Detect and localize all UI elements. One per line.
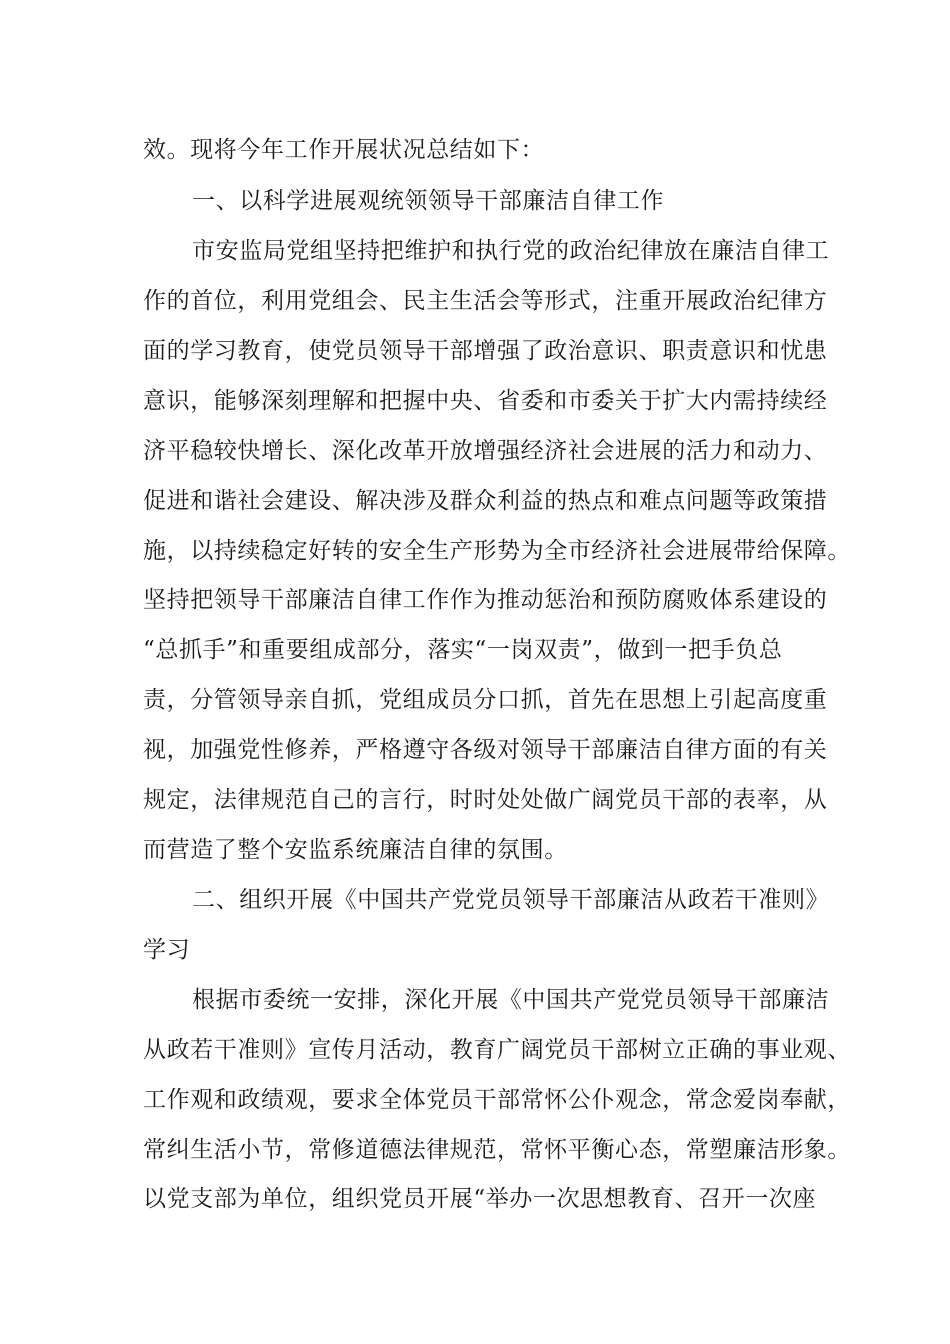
paragraph-line: 面的学习教育，使党员领导干部增强了政治意识、职责意识和忧患 (143, 338, 828, 364)
section-heading-2-continuation: 学习 (143, 937, 191, 963)
paragraph-line: 以党支部为单位，组织党员开展“举办一次思想教育、召开一次座 (143, 1186, 817, 1212)
paragraph-line: 责，分管领导亲自抓，党组成员分口抓，首先在思想上引起高度重 (143, 687, 828, 713)
paragraph-line: 从政若干准则》宣传月活动，教育广阔党员干部树立正确的事业观、 (143, 1037, 851, 1063)
paragraph-line: 常纠生活小节，常修道德法律规范，常怀平衡心态，常塑廉洁形象。 (143, 1137, 851, 1163)
paragraph-line: 而营造了整个安监系统廉洁自律的氛围。 (143, 837, 568, 863)
paragraph-line: 视，加强党性修养，严格遵守各级对领导干部廉洁自律方面的有关 (143, 737, 828, 763)
paragraph-line: 效。现将今年工作开展状况总结如下： (143, 137, 545, 163)
paragraph-line: 施，以持续稳定好转的安全生产形势为全市经济社会进展带给保障。 (143, 538, 851, 564)
paragraph-line: 规定，法律规范自己的言行，时时处处做广阔党员干部的表率，从 (143, 787, 828, 813)
paragraph-line: 市安监局党组坚持把维护和执行党的政治纪律放在廉洁自律工 (192, 238, 830, 264)
paragraph-line: 工作观和政绩观，要求全体党员干部常怀公仆观念，常念爱岗奉献， (143, 1087, 851, 1113)
paragraph-line: “总抓手”和重要组成部分，落实“一岗双责”，做到一把手负总 (143, 637, 783, 663)
paragraph-line: 济平稳较快增长、深化改革开放增强经济社会进展的活力和动力、 (143, 438, 828, 464)
paragraph-line: 促进和谐社会建设、解决涉及群众利益的热点和难点问题等政策措 (143, 488, 828, 514)
paragraph-line: 意识，能够深刻理解和把握中央、省委和市委关于扩大内需持续经 (143, 388, 828, 414)
section-heading-2: 二、组织开展《中国共产党党员领导干部廉洁从政若干准则》 (192, 887, 830, 913)
section-heading-1: 一、以科学进展观统领领导干部廉洁自律工作 (192, 188, 664, 214)
paragraph-line: 坚持把领导干部廉洁自律工作作为推动惩治和预防腐败体系建设的 (143, 587, 828, 613)
paragraph-line: 作的首位，利用党组会、民主生活会等形式，注重开展政治纪律方 (143, 288, 828, 314)
paragraph-line: 根据市委统一安排，深化开展《中国共产党党员领导干部廉洁 (192, 987, 830, 1013)
